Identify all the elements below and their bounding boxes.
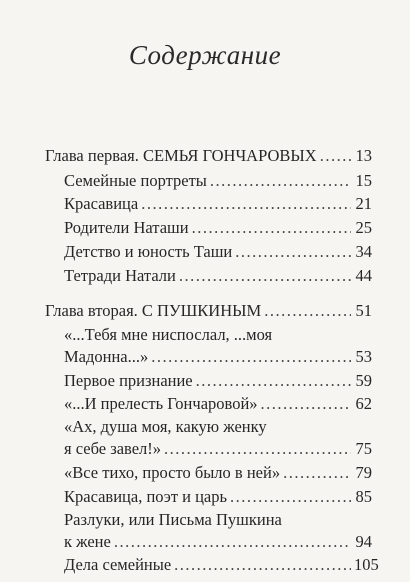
dot-leader — [151, 346, 351, 368]
page-title: Содержание — [128, 40, 282, 70]
page-number: 13 — [355, 146, 372, 165]
dot-leader — [264, 300, 351, 322]
page-number: 15 — [355, 171, 372, 190]
toc-item[interactable] — [64, 554, 379, 576]
dot-leader — [174, 554, 351, 576]
page-number: 53 — [355, 347, 372, 366]
item-title: Семейные портреты — [64, 171, 207, 190]
dot-leader — [196, 370, 351, 392]
toc-item[interactable] — [64, 241, 372, 263]
chapter-title: Глава вторая. С ПУШКИНЫМ — [45, 301, 262, 320]
dot-leader — [320, 145, 351, 167]
chapter-heading[interactable] — [45, 145, 372, 167]
page-number: 85 — [355, 487, 372, 506]
item-title: Детство и юность Таши — [64, 242, 233, 261]
toc-item[interactable] — [64, 217, 372, 239]
dot-leader — [192, 217, 351, 239]
toc-item[interactable] — [64, 462, 372, 484]
page-number: 105 — [354, 555, 379, 574]
item-title: «...И прелесть Гончаровой» — [64, 394, 258, 413]
item-title: Красавица — [64, 194, 139, 213]
page-number: 34 — [355, 242, 372, 261]
toc-item[interactable] — [64, 170, 372, 192]
toc-item[interactable] — [64, 416, 372, 460]
item-title: Тетради Натали — [64, 266, 176, 285]
page-number: 59 — [355, 371, 372, 390]
item-title-first-line: «...Тебя мне ниспослал, ...моя — [64, 325, 273, 344]
page-number: 94 — [355, 532, 372, 551]
item-title: Родители Наташи — [64, 218, 189, 237]
page-number: 21 — [355, 194, 372, 213]
dot-leader — [141, 193, 351, 215]
toc-item[interactable] — [64, 265, 372, 287]
page-number: 62 — [355, 394, 372, 413]
dot-leader — [235, 241, 351, 263]
chapter-title: Глава первая. СЕМЬЯ ГОНЧАРОВЫХ — [45, 146, 317, 165]
item-title: «Все тихо, просто было в ней» — [64, 463, 281, 482]
item-title-first-line: «Ах, душа моя, какую женку — [64, 417, 267, 436]
dot-leader — [283, 462, 351, 484]
toc-item[interactable] — [64, 370, 372, 392]
page-number: 79 — [355, 463, 372, 482]
item-title: Дела семейные — [64, 555, 172, 574]
dot-leader — [210, 170, 351, 192]
dot-leader — [179, 265, 351, 287]
page-number: 51 — [355, 301, 372, 320]
toc-item[interactable] — [64, 509, 372, 553]
item-title: к жене — [64, 532, 111, 551]
dot-leader — [261, 393, 351, 415]
item-title-first-line: Разлуки, или Письма Пушкина — [64, 510, 282, 529]
page-number: 44 — [355, 266, 372, 285]
chapter-heading[interactable] — [45, 300, 372, 322]
item-title: Красавица, поэт и царь — [64, 487, 228, 506]
toc-item[interactable] — [64, 193, 372, 215]
item-title: Мадонна...» — [64, 347, 149, 366]
dot-leader — [164, 438, 351, 460]
item-title: Первое признание — [64, 371, 193, 390]
toc-item[interactable] — [64, 486, 372, 508]
page-number: 25 — [355, 218, 372, 237]
dot-leader — [114, 531, 351, 553]
page-number: 75 — [355, 439, 372, 458]
item-title: я себе завел!» — [64, 439, 162, 458]
toc-item[interactable] — [64, 393, 372, 415]
toc-item[interactable] — [64, 324, 372, 368]
dot-leader — [230, 486, 351, 508]
